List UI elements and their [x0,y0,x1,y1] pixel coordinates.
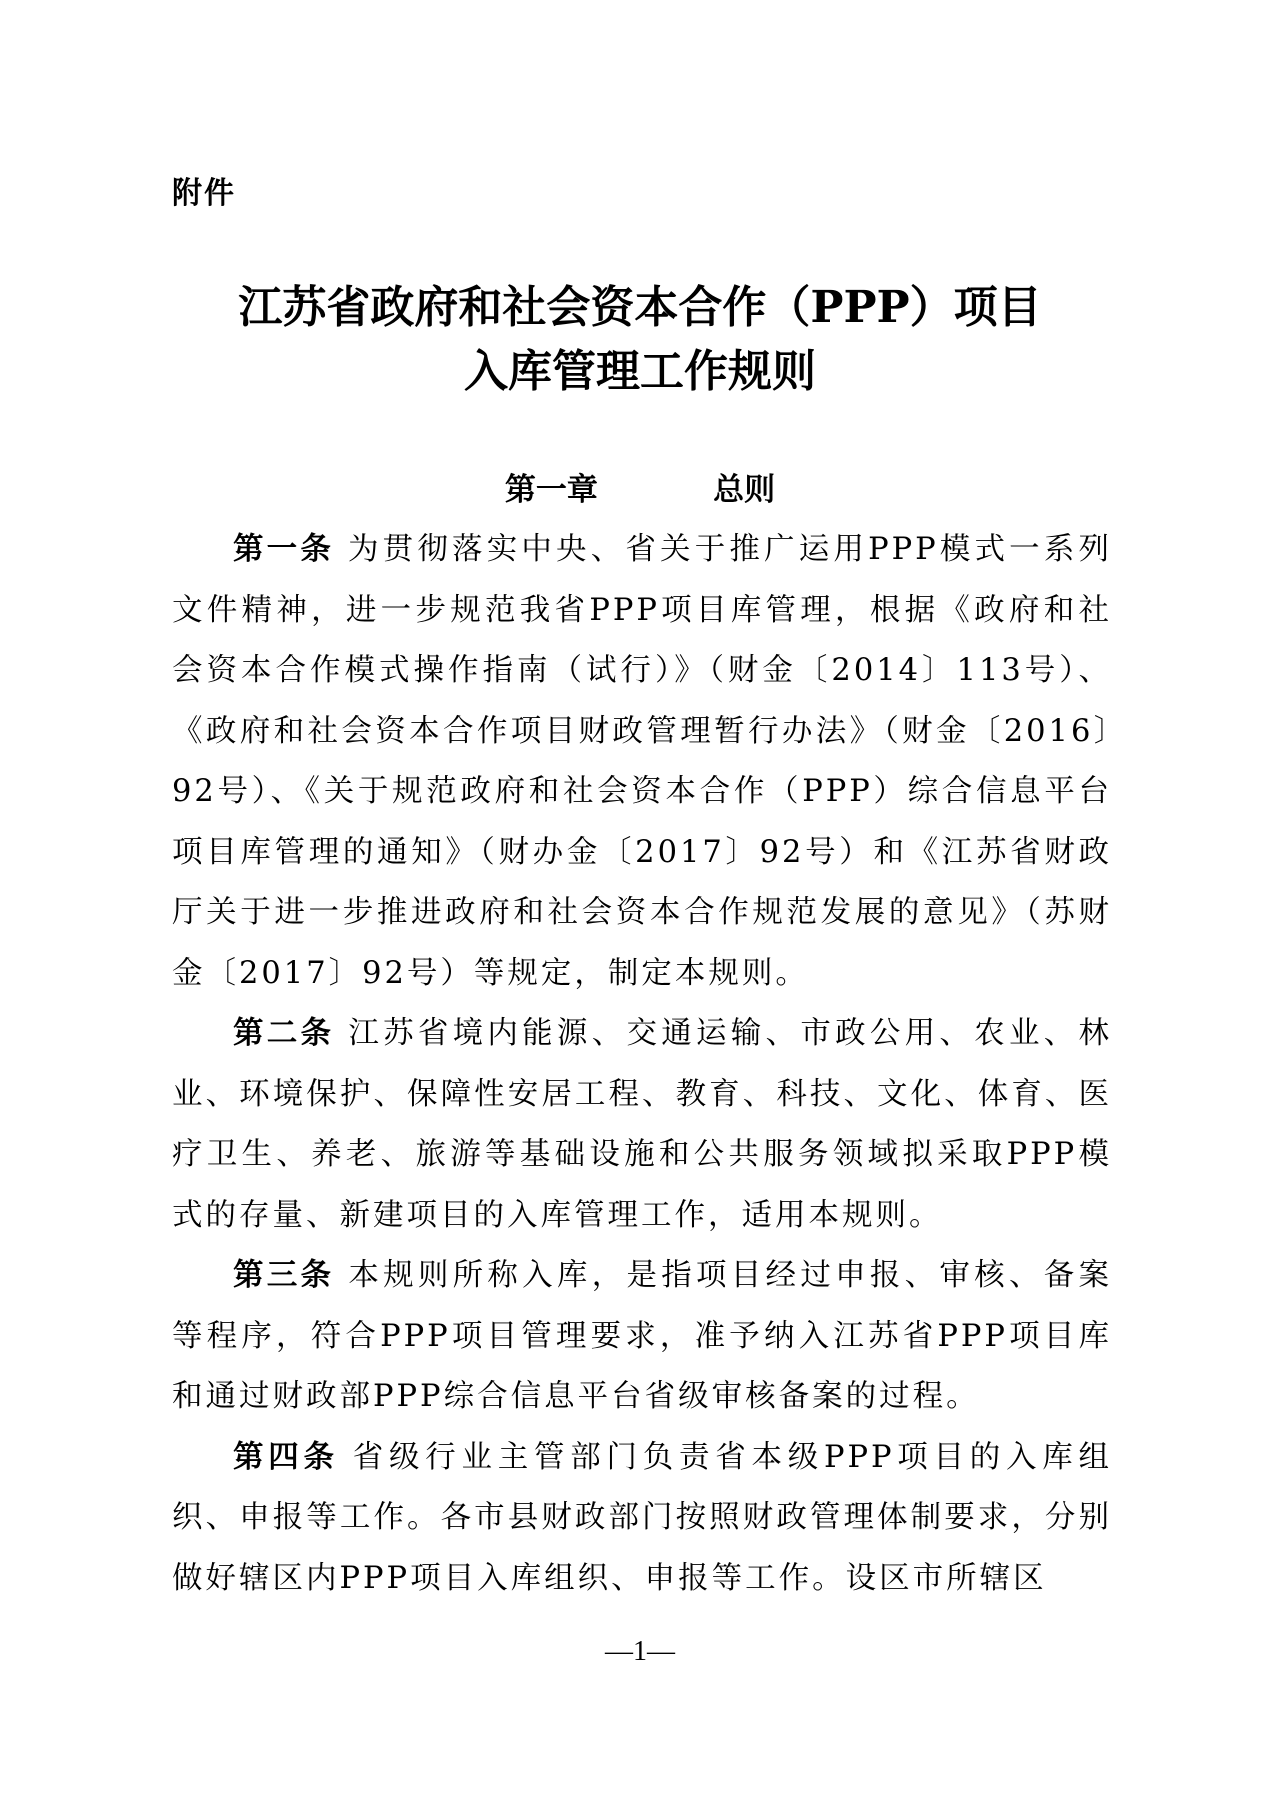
document-title-line-2: 入库管理工作规则 [464,346,816,397]
chapter-number: 第一章 [504,472,598,508]
article-label: 第四条 [233,1439,339,1475]
article-text: 江苏省境内能源、交通运输、市政公用、农业、林业、环境保护、保障性安居工程、教育、科技、文化、体育、医疗卫生、养老、旅游等基础设施和公共服务领域拟采取PPP模式的存量、新建项目的入库管理工作，适用本规则。 [172,1016,1112,1233]
article-label: 第一条 [233,532,335,567]
document-title [0,276,1280,404]
article-3 [172,1246,1112,1428]
document-body [172,520,1112,1609]
article-label: 第二条 [233,1016,335,1051]
article-4 [172,1428,1112,1610]
article-label: 第三条 [233,1258,335,1293]
attachment-label: 附件 [172,176,236,211]
article-text: 省级行业主管部门负责省本级PPP项目的入库组织、申报等工作。各市县财政部门按照财政管理体制要求，分别做好辖区内PPP项目入库组织、申报等工作。设区市所辖区 [172,1439,1112,1596]
page-number: —1— [605,1636,675,1667]
article-1 [172,520,1112,1004]
chapter-name: 总则 [713,472,776,508]
chapter-heading [0,464,1280,509]
chapter-gap [598,472,713,508]
article-text: 为贯彻落实中央、省关于推广运用PPP模式一系列文件精神，进一步规范我省PPP项目库管理，根据《政府和社会资本合作模式操作指南（试行）》（财金〔2014〕113号）、《政府和社会资本合作项目财政管理暂行办法》（财金〔2016〕92号）、《关于规范政府和社会资本合作（PPP）综合信息平台项目库管理的通知》（财办金〔2017〕92号）和《江苏省财政厅关于进一步推进政府和社会资本合作规范发展的意见》（苏财金〔2017〕92号）等规定，制定本规则。 [172,532,1112,991]
document-title-line-1: 江苏省政府和社会资本合作（PPP）项目 [238,282,1042,333]
article-text: 本规则所称入库，是指项目经过申报、审核、备案等程序，符合PPP项目管理要求，准予纳入江苏省PPP项目库和通过财政部PPP综合信息平台省级审核备案的过程。 [172,1258,1112,1414]
article-2 [172,1004,1112,1246]
